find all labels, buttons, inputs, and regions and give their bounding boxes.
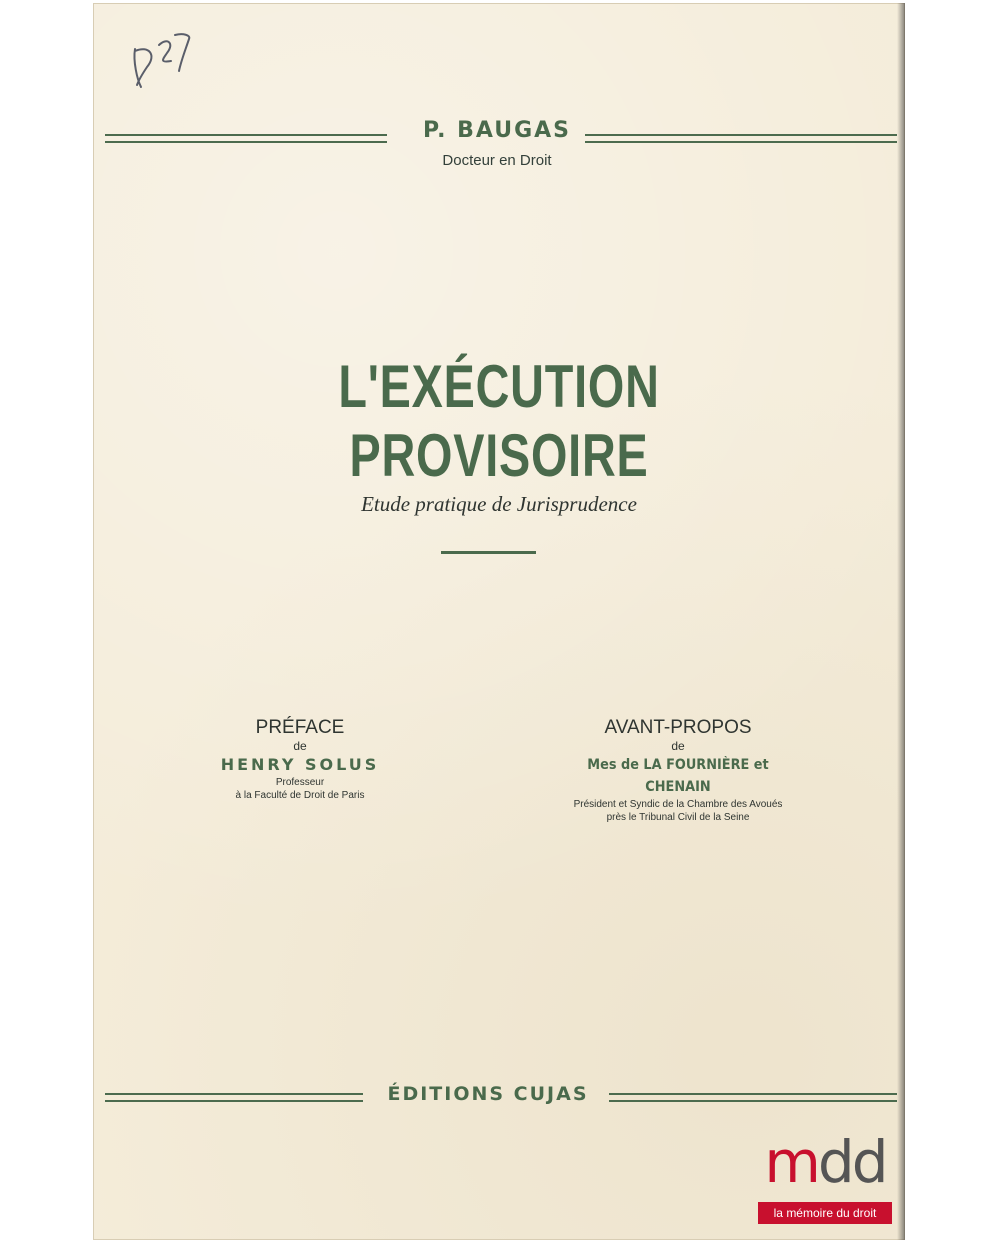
preface-de: de bbox=[293, 739, 307, 753]
preface-heading: PRÉFACE bbox=[255, 717, 345, 738]
avant-propos-line-2: près le Tribunal Civil de la Seine bbox=[606, 812, 750, 823]
avant-propos-authors: Mes de LA FOURNIÈRE et CHENAIN bbox=[587, 757, 769, 795]
logo-letter-m: m bbox=[764, 1128, 818, 1196]
publisher-name: ÉDITIONS CUJAS bbox=[387, 1083, 589, 1105]
book-subtitle: Etude pratique de Jurisprudence bbox=[361, 492, 637, 516]
avant-propos-de: de bbox=[671, 739, 685, 753]
bottom-rule-right bbox=[609, 1093, 897, 1102]
avant-propos-line-1: Président et Syndic de la Chambre des Avoués bbox=[573, 799, 783, 810]
mdd-logo bbox=[758, 1130, 892, 1228]
logo-letter-d2: d bbox=[851, 1128, 886, 1196]
author-title: Docteur en Droit bbox=[442, 152, 552, 169]
book-title: L'EXÉCUTION PROVISOIRE bbox=[338, 353, 660, 489]
preface-block bbox=[200, 717, 400, 802]
author-name: P. BAUGAS bbox=[422, 118, 571, 143]
top-rule-right bbox=[585, 134, 897, 143]
title-divider bbox=[441, 551, 536, 554]
logo-letter-d1: d bbox=[817, 1128, 852, 1196]
mdd-logo-letters bbox=[758, 1130, 892, 1194]
preface-line-1: Professeur bbox=[275, 777, 325, 788]
cover-edge-shadow bbox=[897, 3, 905, 1240]
top-rule-left bbox=[105, 134, 387, 143]
book-cover bbox=[93, 3, 905, 1240]
preface-author: HENRY SOLUS bbox=[220, 755, 380, 774]
handwritten-mark bbox=[123, 21, 203, 101]
avant-propos-block bbox=[548, 717, 808, 824]
avant-propos-heading: AVANT-PROPOS bbox=[604, 717, 752, 738]
bottom-rule-left bbox=[105, 1093, 363, 1102]
preface-line-2: à la Faculté de Droit de Paris bbox=[235, 790, 365, 801]
logo-tagline: la mémoire du droit bbox=[758, 1202, 892, 1224]
